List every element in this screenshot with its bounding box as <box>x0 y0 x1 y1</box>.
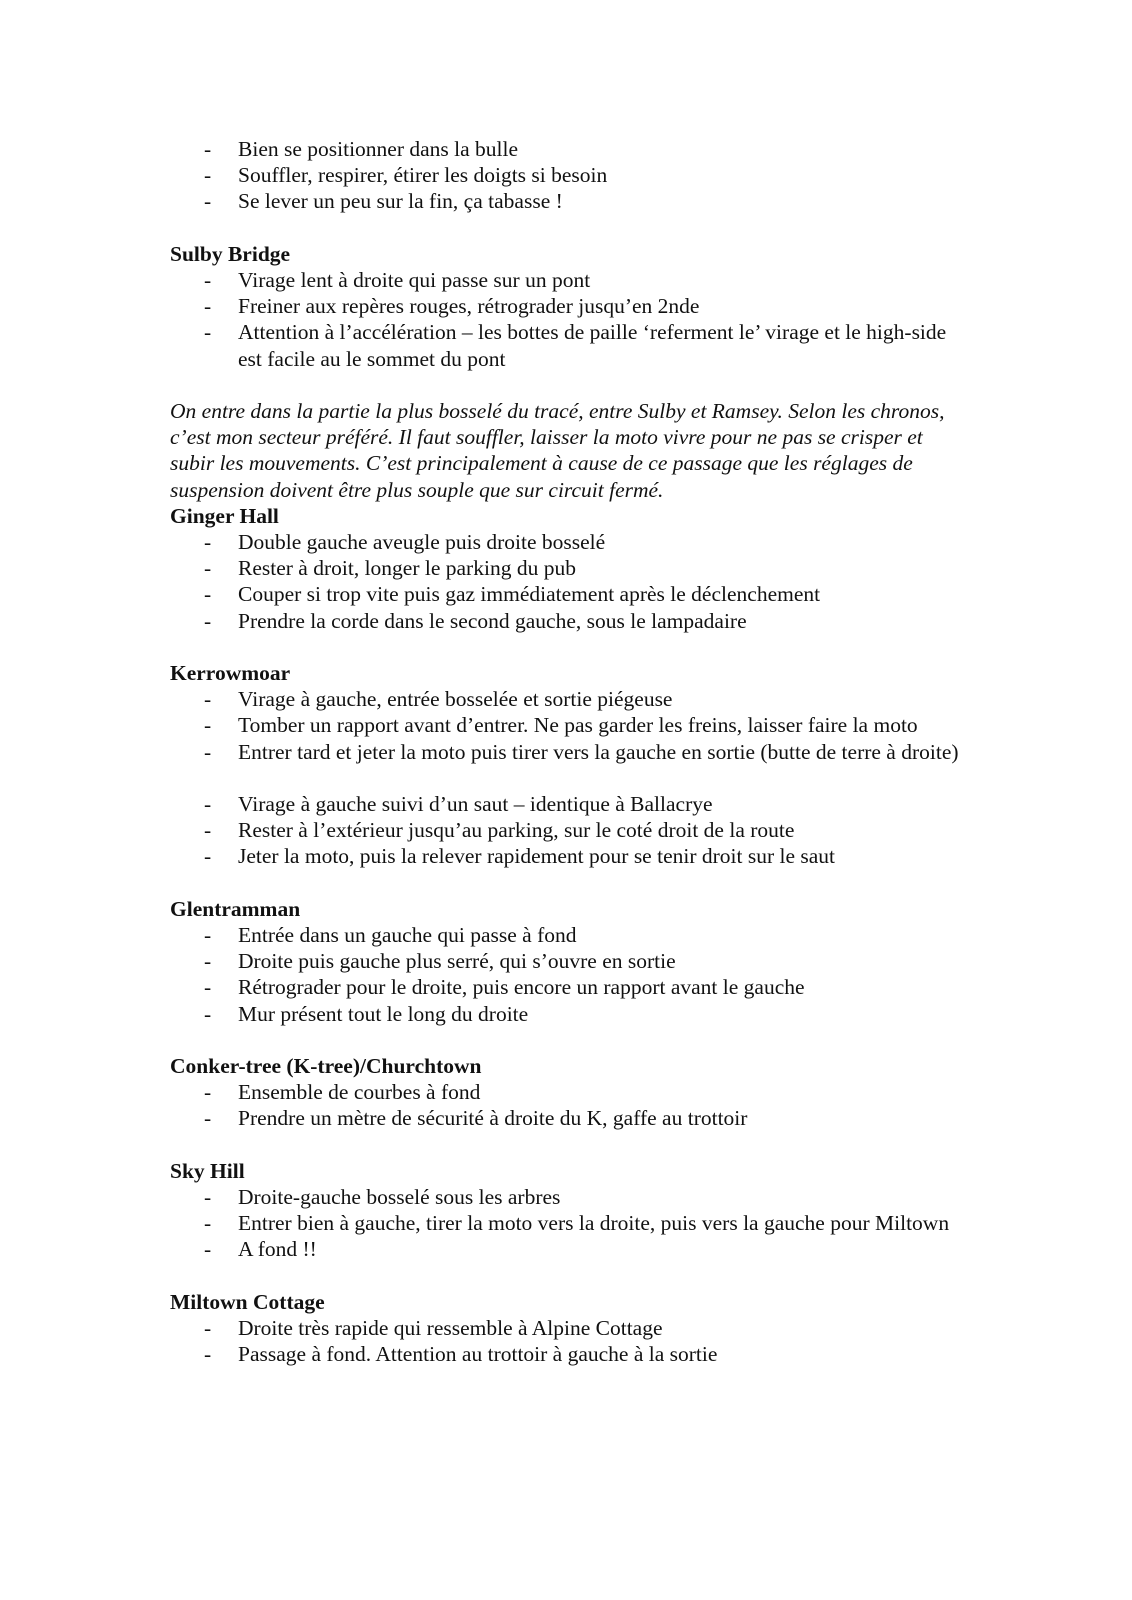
dash-marker: - <box>204 530 212 555</box>
intro-list <box>170 136 970 215</box>
dash-marker: - <box>204 294 212 319</box>
list-item <box>170 555 970 581</box>
list-item-text: Ensemble de courbes à fond <box>238 1080 481 1105</box>
list-item <box>170 974 970 1000</box>
list-item-text: Jeter la moto, puis la relever rapidement pour se tenir droit sur le saut <box>238 844 836 869</box>
list-item-text: Double gauche aveugle puis droite bosselé <box>238 530 606 555</box>
list-item-text: Virage à gauche suivi d’un saut – identique à Ballacrye <box>238 792 713 817</box>
list-item-text: Virage à gauche, entrée bosselée et sortie piégeuse <box>238 687 673 712</box>
section-heading-ginger-hall: Ginger Hall <box>170 503 279 528</box>
spacer <box>170 1263 970 1289</box>
miltown-cottage-list <box>170 1315 970 1367</box>
list-item <box>170 1184 970 1210</box>
list-item <box>170 1210 970 1236</box>
dash-marker: - <box>204 1185 212 1210</box>
section-heading-sky-hill: Sky Hill <box>170 1158 245 1183</box>
list-item-text: Droite puis gauche plus serré, qui s’ouvre en sortie <box>238 949 676 974</box>
list-item <box>170 1315 970 1341</box>
list-item-text: Souffler, respirer, étirer les doigts si besoin <box>238 163 608 188</box>
list-item <box>170 922 970 948</box>
glentramman-list <box>170 922 970 1027</box>
dash-marker: - <box>204 1237 212 1262</box>
list-item-text: Rester à l’extérieur jusqu’au parking, sur le coté droit de la route <box>238 818 795 843</box>
list-item-text: Mur présent tout le long du droite <box>238 1001 529 1026</box>
dash-marker: - <box>204 792 212 817</box>
dash-marker: - <box>204 687 212 712</box>
dash-marker: - <box>204 1211 212 1236</box>
dash-marker: - <box>204 739 212 764</box>
dash-marker: - <box>204 320 212 345</box>
list-item-text: Se lever un peu sur la fin, ça tabasse ! <box>238 189 563 214</box>
dash-marker: - <box>204 189 212 214</box>
section-heading-sulby-bridge: Sulby Bridge <box>170 241 291 266</box>
list-item <box>170 1105 970 1131</box>
dash-marker: - <box>204 1080 212 1105</box>
list-item-text: Entrer tard et jeter la moto puis tirer vers la gauche en sortie (butte de terre à droite) <box>238 739 959 764</box>
list-item <box>170 817 970 843</box>
list-item <box>170 319 970 371</box>
list-item-text: Prendre un mètre de sécurité à droite du K, gaffe au trottoir <box>238 1106 748 1131</box>
list-item <box>170 188 970 214</box>
section-heading-miltown-cottage: Miltown Cottage <box>170 1289 325 1314</box>
dash-marker: - <box>204 268 212 292</box>
list-item <box>170 843 970 869</box>
list-item-text: Rester à droit, longer le parking du pub <box>238 556 576 581</box>
list-item-text: Entrer bien à gauche, tirer la moto vers la droite, puis vers la gauche pour Miltown <box>238 1211 950 1236</box>
dash-marker: - <box>204 1106 212 1131</box>
spacer <box>170 1132 970 1158</box>
document-body <box>170 136 970 1367</box>
list-item <box>170 162 970 188</box>
list-item <box>170 608 970 634</box>
dash-marker: - <box>204 163 212 188</box>
spacer <box>170 765 970 791</box>
dash-marker: - <box>204 608 212 633</box>
kerrowmoar-list-continued <box>170 791 970 870</box>
spacer <box>170 870 970 896</box>
list-item <box>170 267 970 293</box>
dash-marker: - <box>204 1316 212 1341</box>
list-item-text: Prendre la corde dans le second gauche, sous le lampadaire <box>238 608 747 633</box>
list-item <box>170 686 970 712</box>
dash-marker: - <box>204 1342 212 1367</box>
conker-tree-list <box>170 1079 970 1131</box>
commentary-paragraph: On entre dans la partie la plus bosselé du tracé, entre Sulby et Ramsey. Selon les chronos, c’est mon secteur préféré. Il faut souffler, laisser la moto vivre pour ne pas se crisper et subir les mouvements. C’est principalement à cause de ce passage que les réglages de suspension doivent être plus souple que sur circuit fermé. <box>170 399 945 502</box>
section-heading-glentramman: Glentramman <box>170 896 301 921</box>
spacer <box>170 372 970 398</box>
sky-hill-list <box>170 1184 970 1263</box>
list-item <box>170 1079 970 1105</box>
dash-marker: - <box>204 818 212 843</box>
section-heading-kerrowmoar: Kerrowmoar <box>170 661 291 686</box>
list-item-text: A fond !! <box>238 1237 317 1262</box>
list-item <box>170 1001 970 1027</box>
list-item-text: Passage à fond. Attention au trottoir à gauche à la sortie <box>238 1342 718 1367</box>
list-item-text: Tomber un rapport avant d’entrer. Ne pas garder les freins, laisser faire la moto <box>238 713 918 738</box>
dash-marker: - <box>204 975 212 1000</box>
dash-marker: - <box>204 949 212 974</box>
sulby-bridge-list <box>170 267 970 372</box>
list-item-text: Virage lent à droite qui passe sur un pont <box>238 268 591 292</box>
list-item-text: Attention à l’accélération – les bottes de paille ‘referment le’ virage et le high-side est facile au le sommet du pont <box>238 320 947 371</box>
kerrowmoar-list <box>170 686 970 765</box>
dash-marker: - <box>204 556 212 581</box>
list-item <box>170 791 970 817</box>
list-item <box>170 1341 970 1367</box>
spacer <box>170 634 970 660</box>
list-item <box>170 529 970 555</box>
list-item-text: Freiner aux repères rouges, rétrograder jusqu’en 2nde <box>238 294 700 319</box>
dash-marker: - <box>204 713 212 738</box>
list-item <box>170 739 970 765</box>
list-item <box>170 948 970 974</box>
dash-marker: - <box>204 137 212 161</box>
spacer <box>170 215 970 241</box>
dash-marker: - <box>204 582 212 607</box>
list-item <box>170 136 970 162</box>
list-item-text: Rétrograder pour le droite, puis encore un rapport avant le gauche <box>238 975 805 1000</box>
dash-marker: - <box>204 844 212 869</box>
list-item-text: Couper si trop vite puis gaz immédiatement après le déclenchement <box>238 582 821 607</box>
list-item-text: Bien se positionner dans la bulle <box>238 137 519 161</box>
list-item <box>170 712 970 738</box>
section-heading-conker-tree: Conker-tree (K-tree)/Churchtown <box>170 1054 482 1079</box>
list-item <box>170 581 970 607</box>
ginger-hall-list <box>170 529 970 634</box>
list-item-text: Droite très rapide qui ressemble à Alpine Cottage <box>238 1316 663 1341</box>
dash-marker: - <box>204 1001 212 1026</box>
list-item-text: Entrée dans un gauche qui passe à fond <box>238 923 577 948</box>
spacer <box>170 1027 970 1053</box>
list-item-text: Droite-gauche bosselé sous les arbres <box>238 1185 561 1210</box>
list-item <box>170 293 970 319</box>
list-item <box>170 1236 970 1262</box>
dash-marker: - <box>204 923 212 948</box>
